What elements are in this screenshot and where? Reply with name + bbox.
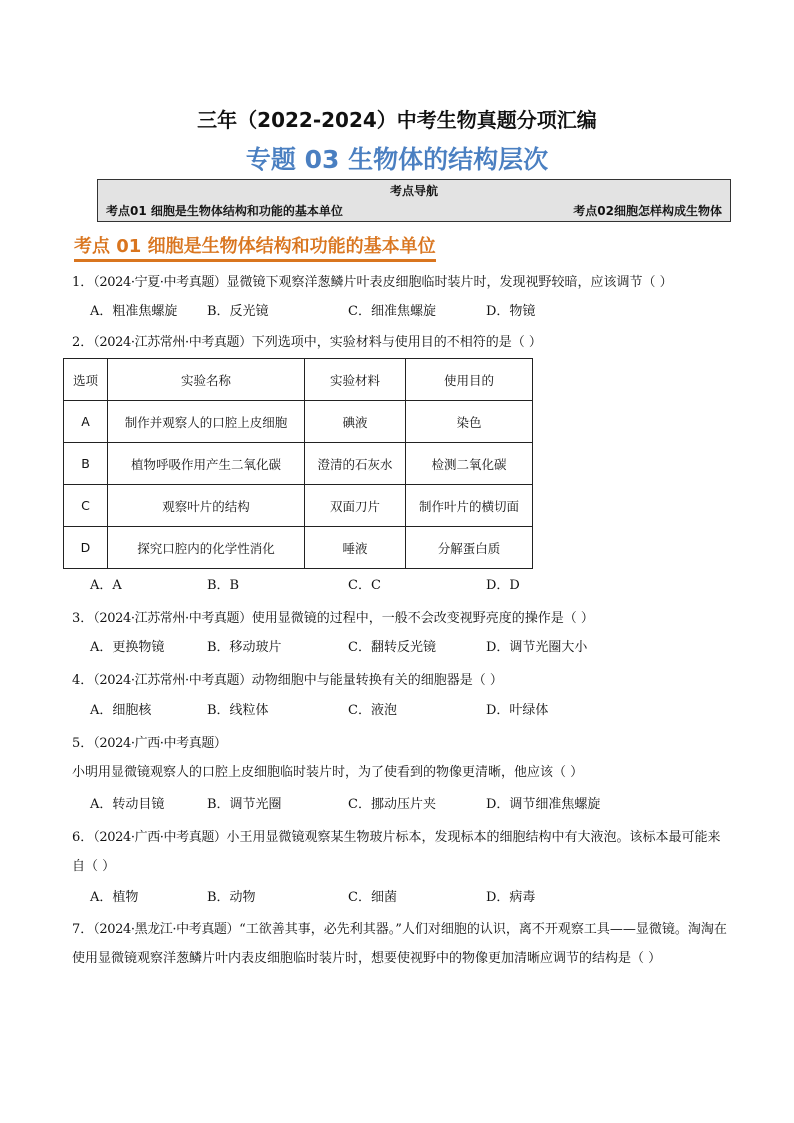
table-cell: 唾液 <box>305 527 406 569</box>
question-source: （2024·宁夏·中考真题） <box>93 275 227 290</box>
question-text: 动物细胞中与能量转换有关的细胞器是（ ） <box>251 673 503 688</box>
question-source: （2024·广西·中考真题） <box>93 736 227 751</box>
question-number: 3． <box>72 611 94 626</box>
question-7 <box>72 915 732 973</box>
question-text: 使用显微镜的过程中，一般不会改变视野亮度的操作是（ ） <box>251 611 594 626</box>
option-a[interactable]: A．转动目镜 <box>90 797 165 812</box>
table-row <box>64 443 533 485</box>
navigation-heading: 考点导航 <box>389 184 438 198</box>
option-c[interactable]: C．翻转反光镜 <box>348 640 436 655</box>
option-a[interactable]: A．A <box>90 578 122 593</box>
table-row <box>64 401 533 443</box>
option-b[interactable]: B．线粒体 <box>207 703 269 718</box>
question-1 <box>72 268 732 297</box>
table-row <box>64 485 533 527</box>
topic-navigation-box <box>97 179 731 222</box>
option-d[interactable]: D．调节细准焦螺旋 <box>486 797 601 812</box>
question-text: 小王用显微镜观察某生物玻片标本，发现标本的细胞结构中有大液泡。该标本最可能来自（ ） <box>72 830 721 874</box>
table-cell: 探究口腔内的化学性消化 <box>108 527 305 569</box>
option-d[interactable]: D．D <box>486 578 520 593</box>
table-cell: C <box>64 485 108 527</box>
option-d[interactable]: D．调节光圈大小 <box>486 640 588 655</box>
question-number: 2． <box>72 335 94 350</box>
experiment-table <box>63 358 533 569</box>
table-cell: 分解蛋白质 <box>406 527 533 569</box>
option-c[interactable]: C．细菌 <box>348 890 397 905</box>
table-header-cell: 实验名称 <box>108 359 305 401</box>
question-text: 下列选项中，实验材料与使用目的不相符的是（ ） <box>251 335 542 350</box>
table-header-cell: 使用目的 <box>406 359 533 401</box>
nav-topic-01-link[interactable]: 考点01 细胞是生物体结构和功能的基本单位 <box>106 204 343 218</box>
table-header-cell: 选项 <box>64 359 108 401</box>
question-text: “工欲善其事，必先利其器。”人们对细胞的认识，离不开观察工具——显微镜。淘淘在使用显微镜观察洋葱鳞片叶内表皮细胞临时装片时，想要使视野中的物像更加清晰应调节的结构是（ ） <box>72 922 727 966</box>
option-b[interactable]: B．反光镜 <box>207 304 269 319</box>
option-c[interactable]: C．细准焦螺旋 <box>348 304 436 319</box>
question-text: 显微镜下观察洋葱鳞片叶表皮细胞临时装片时，发现视野较暗，应该调节（ ） <box>226 275 673 290</box>
question-number: 5． <box>72 736 94 751</box>
option-c[interactable]: C．C <box>348 578 381 593</box>
section-heading-topic-01: 考点 01 细胞是生物体结构和功能的基本单位 <box>74 232 436 262</box>
option-a[interactable]: A．更换物镜 <box>90 640 165 655</box>
document-title: 三年（2022-2024）中考生物真题分项汇编 <box>197 108 597 132</box>
question-6 <box>72 823 732 881</box>
table-cell: 检测二氧化碳 <box>406 443 533 485</box>
option-b[interactable]: B．动物 <box>207 890 256 905</box>
table-cell: 澄清的石灰水 <box>305 443 406 485</box>
option-a[interactable]: A．细胞核 <box>90 703 152 718</box>
option-c[interactable]: C．挪动压片夹 <box>348 797 436 812</box>
table-cell: 碘液 <box>305 401 406 443</box>
table-row <box>64 527 533 569</box>
question-source: （2024·江苏常州·中考真题） <box>93 335 252 350</box>
question-text: 小明用显微镜观察人的口腔上皮细胞临时装片时，为了使看到的物像更清晰，他应该（ ） <box>72 765 584 780</box>
question-source: （2024·黑龙江·中考真题） <box>93 922 240 937</box>
question-source: （2024·广西·中考真题） <box>93 830 227 845</box>
option-b[interactable]: B．调节光圈 <box>207 797 282 812</box>
table-cell: 观察叶片的结构 <box>108 485 305 527</box>
table-cell: 制作并观察人的口腔上皮细胞 <box>108 401 305 443</box>
question-number: 4． <box>72 673 94 688</box>
table-cell: 染色 <box>406 401 533 443</box>
question-source: （2024·江苏常州·中考真题） <box>93 673 252 688</box>
topic-title: 专题 03 生物体的结构层次 <box>245 145 549 174</box>
question-number: 1． <box>72 275 94 290</box>
question-number: 6． <box>72 830 94 845</box>
question-source: （2024·江苏常州·中考真题） <box>93 611 252 626</box>
question-number: 7． <box>72 922 94 937</box>
question-2 <box>72 328 732 357</box>
question-4 <box>72 666 732 695</box>
table-cell: D <box>64 527 108 569</box>
table-cell: B <box>64 443 108 485</box>
table-cell: 植物呼吸作用产生二氧化碳 <box>108 443 305 485</box>
option-a[interactable]: A．植物 <box>90 890 139 905</box>
option-d[interactable]: D．叶绿体 <box>486 703 549 718</box>
nav-topic-02-link[interactable]: 考点02细胞怎样构成生物体 <box>573 204 722 218</box>
table-header-cell: 实验材料 <box>305 359 406 401</box>
table-cell: A <box>64 401 108 443</box>
option-b[interactable]: B．移动玻片 <box>207 640 282 655</box>
option-b[interactable]: B．B <box>207 578 240 593</box>
question-5 <box>72 729 732 787</box>
option-a[interactable]: A．粗准焦螺旋 <box>90 304 178 319</box>
table-cell: 制作叶片的横切面 <box>406 485 533 527</box>
question-3 <box>72 604 732 633</box>
table-cell: 双面刀片 <box>305 485 406 527</box>
option-c[interactable]: C．液泡 <box>348 703 397 718</box>
table-header-row <box>64 359 533 401</box>
option-d[interactable]: D．病毒 <box>486 890 536 905</box>
option-d[interactable]: D．物镜 <box>486 304 536 319</box>
